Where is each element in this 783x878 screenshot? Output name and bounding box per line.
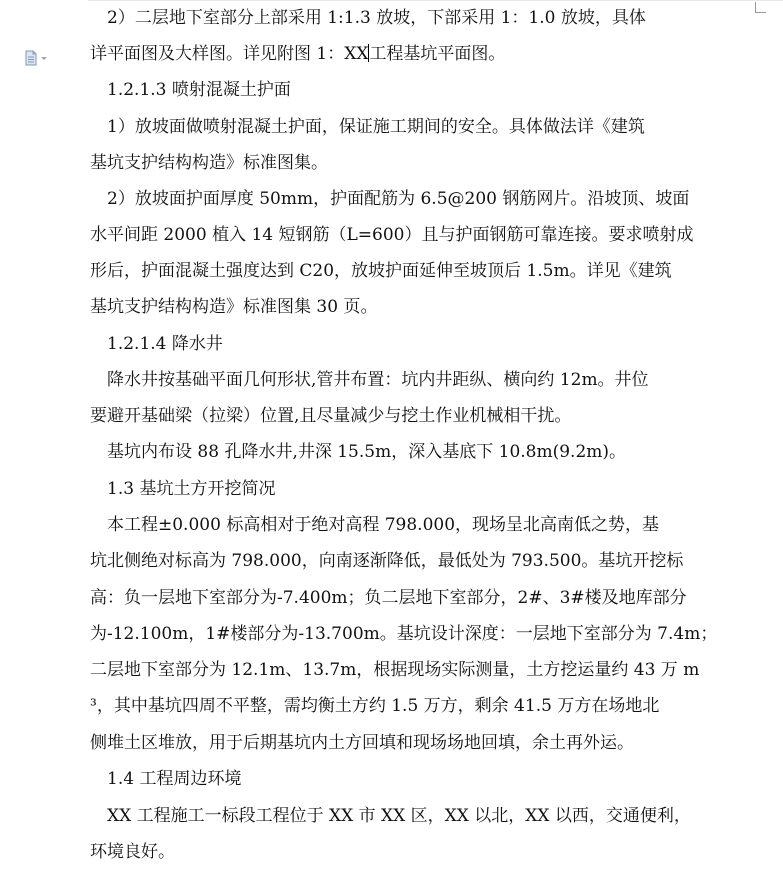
section-heading: 1.2.1.3 喷射混凝土护面 [90, 80, 291, 100]
text-line: 2）二层地下室部分上部采用 1:1.3 放坡，下部采用 1：1.0 放坡，具体 [90, 8, 646, 28]
text-line: ³，其中基坑四周不平整，需均衡土方约 1.5 万方，剩余 41.5 万方在场地北 [90, 696, 660, 716]
section-heading: 1.4 工程周边环境 [90, 769, 242, 789]
page-top-border [88, 0, 783, 1]
paragraph-mark-icon[interactable] [24, 50, 54, 66]
text-line: 基坑内布设 88 孔降水井,井深 15.5m，深入基底下 10.8m(9.2m)。 [90, 442, 627, 462]
text-line: 1）放坡面做喷射混凝土护面，保证施工期间的安全。具体做法详《建筑 [90, 117, 645, 137]
text-line: 坑北侧绝对标高为 798.000，向南逐渐降低，最低处为 793.500。基坑开挖标 [90, 551, 684, 571]
section-heading: 1.3 基坑土方开挖简况 [90, 479, 276, 499]
section-heading: 1.2.1.4 降水井 [90, 334, 223, 354]
text-line: 侧堆土区堆放，用于后期基坑内土方回填和现场场地回填，余土再外运。 [90, 733, 634, 753]
text-line: 环境良好。 [90, 842, 175, 862]
text-line: XX 工程施工一标段工程位于 XX 市 XX 区，XX 以北，XX 以西，交通便利， [90, 806, 691, 826]
text-line: 水平间距 2000 植入 14 短钢筋（L=600）且与护面钢筋可靠连接。要求喷射成 [90, 225, 694, 245]
text-line: 高：负一层地下室部分为-7.400m；负二层地下室部分，2#、3#楼及地库部分 [90, 588, 687, 608]
text-line-segment: 工程基坑平面图。 [369, 44, 506, 64]
text-line: 基坑支护结构构造》标准图集。 [90, 153, 328, 173]
text-line: 2）放坡面护面厚度 50mm，护面配筋为 6.5@200 钢筋网片。沿坡顶、坡面 [90, 189, 690, 209]
text-line [90, 43, 505, 65]
paragraph-options-icon [24, 50, 54, 66]
text-line: 本工程±0.000 标高相对于绝对高程 798.000，现场呈北高南低之势，基 [90, 515, 660, 535]
text-line-segment: 详平面图及大样图。详见附图 1：XX [90, 44, 369, 64]
text-boundary-corner-mark [755, 2, 766, 13]
text-line: 二层地下室部分为 12.1m、13.7m，根据现场实际测量，土方挖运量约 43 万 m [90, 660, 700, 680]
text-line: 基坑支护结构构造》标准图集 30 页。 [90, 297, 378, 317]
text-line: 形后，护面混凝土强度达到 C20，放坡护面延伸至坡顶后 1.5m。详见《建筑 [90, 261, 672, 281]
text-line: 降水井按基础平面几何形状,管井布置：坑内井距纵、横向约 12m。井位 [90, 370, 649, 390]
text-line: 为-12.100m，1#楼部分为-13.700m。基坑设计深度：一层地下室部分为 7.4m； [90, 624, 718, 644]
text-line: 要避开基础梁（拉梁）位置,且尽量减少与挖土作业机械相干扰。 [90, 406, 572, 426]
